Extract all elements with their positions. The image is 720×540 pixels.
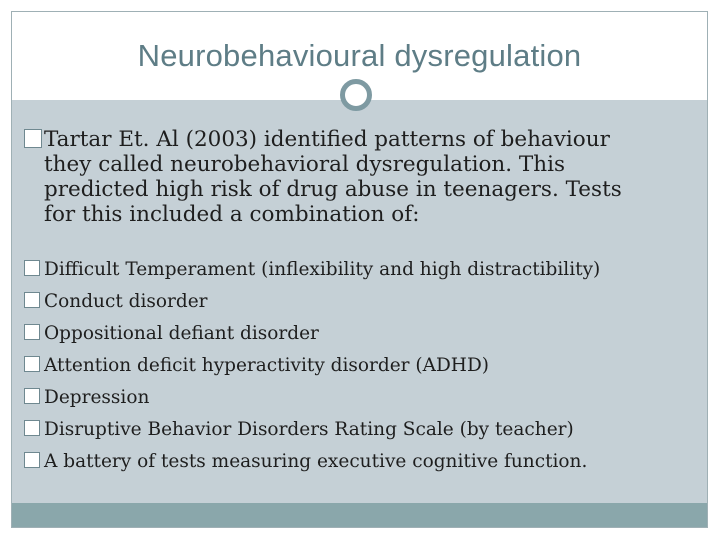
list-item-text: Depression bbox=[44, 387, 150, 408]
bullet-box-icon bbox=[24, 420, 40, 436]
sub-bullet-list bbox=[24, 254, 704, 478]
list-item-text: Disruptive Behavior Disorders Rating Scale (by teacher) bbox=[44, 419, 574, 440]
bullet-box-icon bbox=[24, 388, 40, 404]
main-bullet bbox=[24, 127, 694, 227]
main-bullet-text-1: Tartar Et. Al (2003) identified patterns of behaviour bbox=[44, 127, 610, 152]
list-item bbox=[24, 350, 704, 382]
bullet-box-icon bbox=[24, 260, 40, 276]
slide-title: Neurobehavioural dysregulation bbox=[137, 38, 582, 73]
list-item bbox=[24, 286, 704, 318]
bullet-box-icon bbox=[24, 356, 40, 372]
bullet-box-icon bbox=[24, 452, 40, 468]
footer-bar bbox=[12, 503, 707, 527]
bullet-box-icon bbox=[24, 292, 40, 308]
list-item-text: Conduct disorder bbox=[44, 291, 208, 312]
main-bullet-line-2: they called neurobehavioral dysregulation. This bbox=[44, 152, 566, 177]
list-item bbox=[24, 382, 704, 414]
main-bullet-line-4: for this included a combination of: bbox=[44, 202, 420, 227]
list-item bbox=[24, 446, 704, 478]
bullet-box-icon bbox=[24, 324, 40, 340]
list-item bbox=[24, 254, 704, 286]
list-item bbox=[24, 414, 704, 446]
list-item-text: A battery of tests measuring executive cognitive function. bbox=[44, 451, 588, 472]
main-bullet-line-3: predicted high risk of drug abuse in teenagers. Tests bbox=[44, 177, 622, 202]
list-item bbox=[24, 318, 704, 350]
bullet-box-icon bbox=[24, 129, 42, 148]
list-item-text: Attention deficit hyperactivity disorder (ADHD) bbox=[44, 355, 489, 376]
list-item-text: Oppositional defiant disorder bbox=[44, 323, 319, 344]
main-bullet-line-1 bbox=[24, 127, 694, 152]
list-item-text: Difficult Temperament (inflexibility and high distractibility) bbox=[44, 259, 601, 280]
